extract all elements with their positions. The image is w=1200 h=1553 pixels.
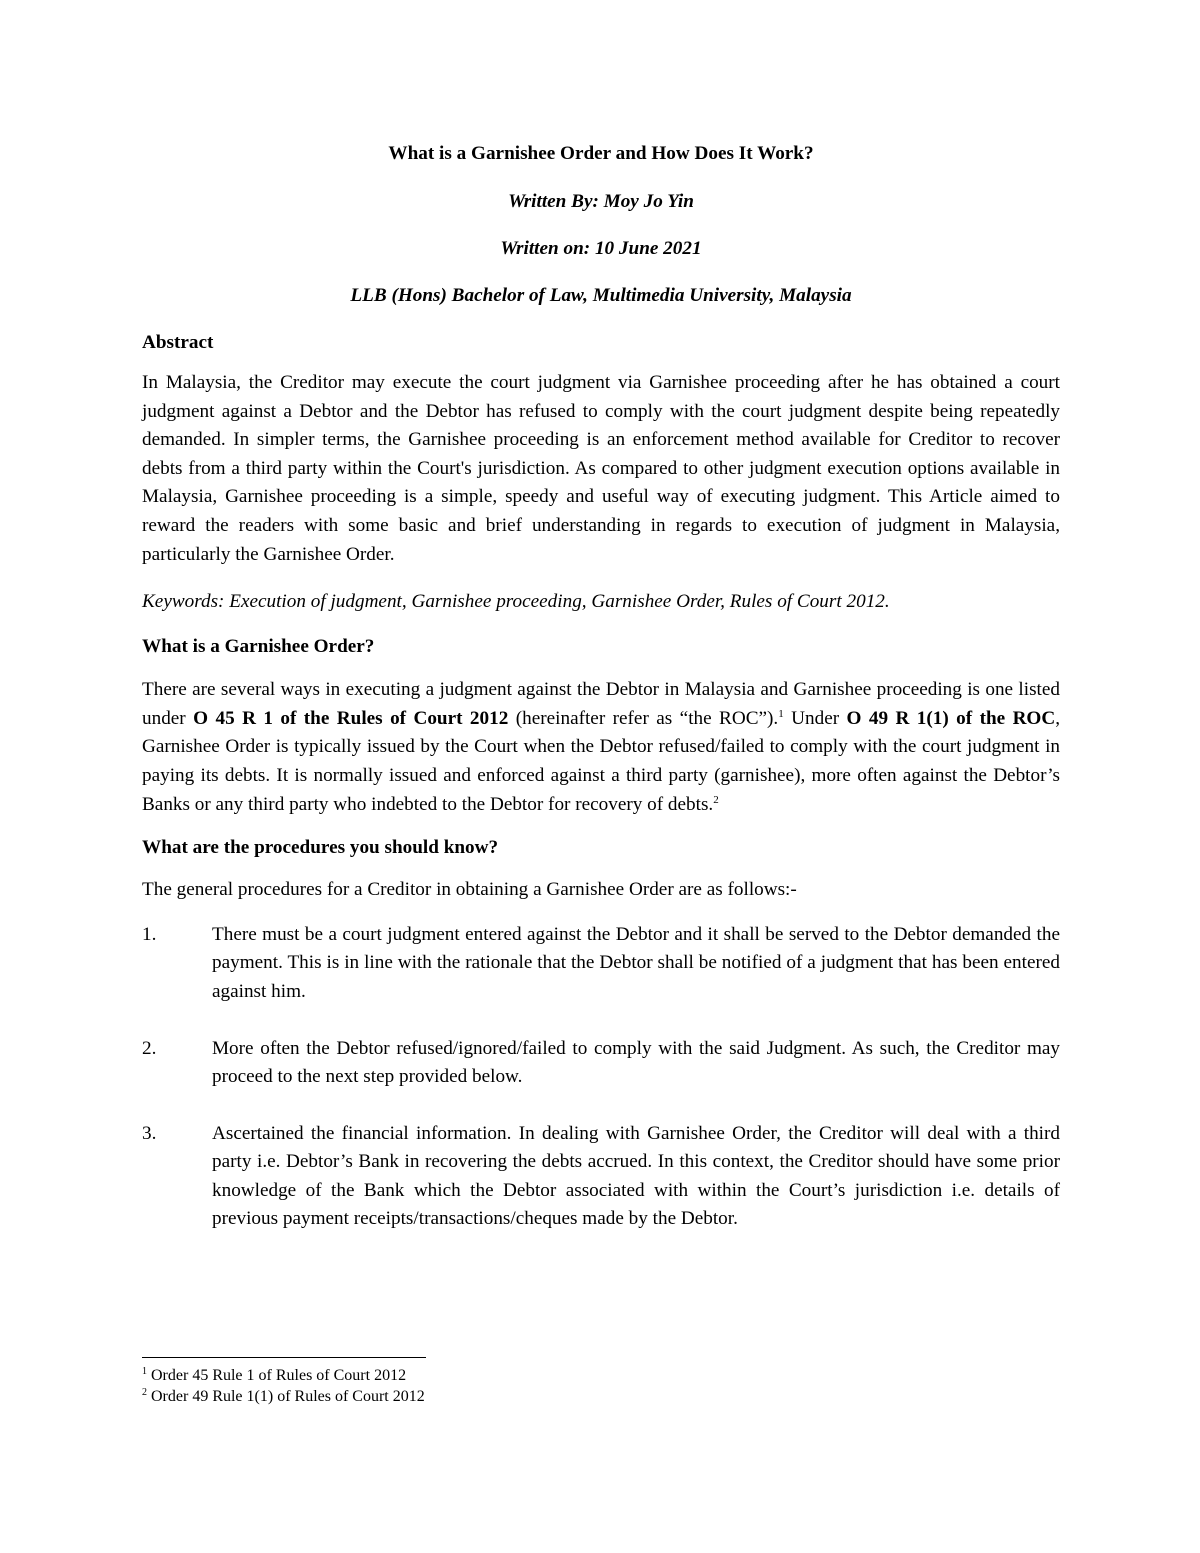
section-heading-procedures: What are the procedures you should know? bbox=[142, 837, 499, 859]
paragraph-text: There are several ways in executing a judgment against the Debtor in Malaysia and Garnishee proceeding is one listed under bbox=[142, 679, 1060, 729]
list-text: There must be a court judgment entered against the Debtor and it shall be served to the Debtor demanded the payment. This is in line with the rationale that the Debtor shall be notified of a judgment that has been entered against him. bbox=[212, 923, 1060, 1002]
bold-citation: O 49 R 1(1) of the ROC bbox=[846, 707, 1056, 729]
list-number: 1. bbox=[142, 923, 157, 945]
abstract-text: In Malaysia, the Creditor may execute the court judgment via Garnishee proceeding after he has obtained a court judgment against a Debtor and the Debtor has refused to comply with the court judgment despite being repeatedly demanded. In simpler terms, the Garnishee proceeding is an enforcement method available for Creditor to recover debts from a third party within the Court's jurisdiction. As compared to other judgment execution options available in Malaysia, Garnishee proceeding is a simple, speedy and useful way of executing judgment. This Article aimed to reward the readers with some basic and brief understanding in regards to execution of judgment in Malaysia, particularly the Garnishee Order. bbox=[142, 372, 1060, 565]
footnote-separator bbox=[142, 1357, 426, 1358]
footnote-text: Order 49 Rule 1(1) of Rules of Court 2012 bbox=[151, 1388, 425, 1405]
paragraph-text: (hereinafter refer as “the ROC”). bbox=[508, 707, 779, 729]
date-line: Written on: 10 June 2021 bbox=[500, 238, 702, 259]
article-title: What is a Garnishee Order and How Does It Work? bbox=[388, 143, 814, 164]
footnote bbox=[142, 1386, 742, 1407]
affiliation-line: LLB (Hons) Bachelor of Law, Multimedia University, Malaysia bbox=[350, 285, 852, 306]
footnote-ref[interactable]: 2 bbox=[713, 793, 719, 806]
abstract-heading: Abstract bbox=[142, 332, 214, 353]
bold-citation: O 45 R 1 of the Rules of Court 2012 bbox=[193, 707, 509, 729]
footnote-number: 2 bbox=[142, 1387, 147, 1398]
footnote-text: Order 45 Rule 1 of Rules of Court 2012 bbox=[151, 1367, 407, 1384]
footnote bbox=[142, 1365, 742, 1386]
section-paragraph-garnishee-order bbox=[142, 676, 1060, 819]
keywords: Keywords: Execution of judgment, Garnishee proceeding, Garnishee Order, Rules of Court 2012. bbox=[142, 591, 890, 613]
list-number: 3. bbox=[142, 1122, 157, 1144]
footnotes bbox=[142, 1365, 742, 1407]
document-page bbox=[142, 138, 1060, 1234]
procedures-intro: The general procedures for a Creditor in obtaining a Garnishee Order are as follows:- bbox=[142, 879, 797, 901]
list-number: 2. bbox=[142, 1037, 157, 1059]
paragraph-text: Under bbox=[783, 707, 847, 729]
list-item bbox=[142, 921, 1060, 1007]
paragraph-text: , Garnishee Order is typically issued by the Court when the Debtor refused/failed to comply with the court judgment in paying its debts. It is normally issued and enforced against a third party (garnishee), more often against the Debtor’s Banks or any third party who indebted to the Debtor for recovery of debts. bbox=[142, 707, 1061, 815]
list-text: More often the Debtor refused/ignored/failed to comply with the said Judgment. As such, the Creditor may proceed to the next step provided below. bbox=[212, 1037, 1060, 1088]
list-item bbox=[142, 1035, 1060, 1092]
footnote-ref[interactable]: 1 bbox=[778, 707, 784, 720]
section-heading-garnishee-order: What is a Garnishee Order? bbox=[142, 636, 375, 658]
list-text: Ascertained the financial information. In dealing with Garnishee Order, the Creditor will deal with a third party i.e. Debtor’s Bank in recovering the debts accrued. In this context, the Creditor should have some prior knowledge of the Bank which the Debtor associated with within the Court’s jurisdiction i.e. details of previous payment receipts/transactions/cheques made by the Debtor. bbox=[212, 1122, 1060, 1230]
author-line: Written By: Moy Jo Yin bbox=[508, 191, 694, 212]
footnote-number: 1 bbox=[142, 1366, 147, 1377]
list-item bbox=[142, 1120, 1060, 1234]
